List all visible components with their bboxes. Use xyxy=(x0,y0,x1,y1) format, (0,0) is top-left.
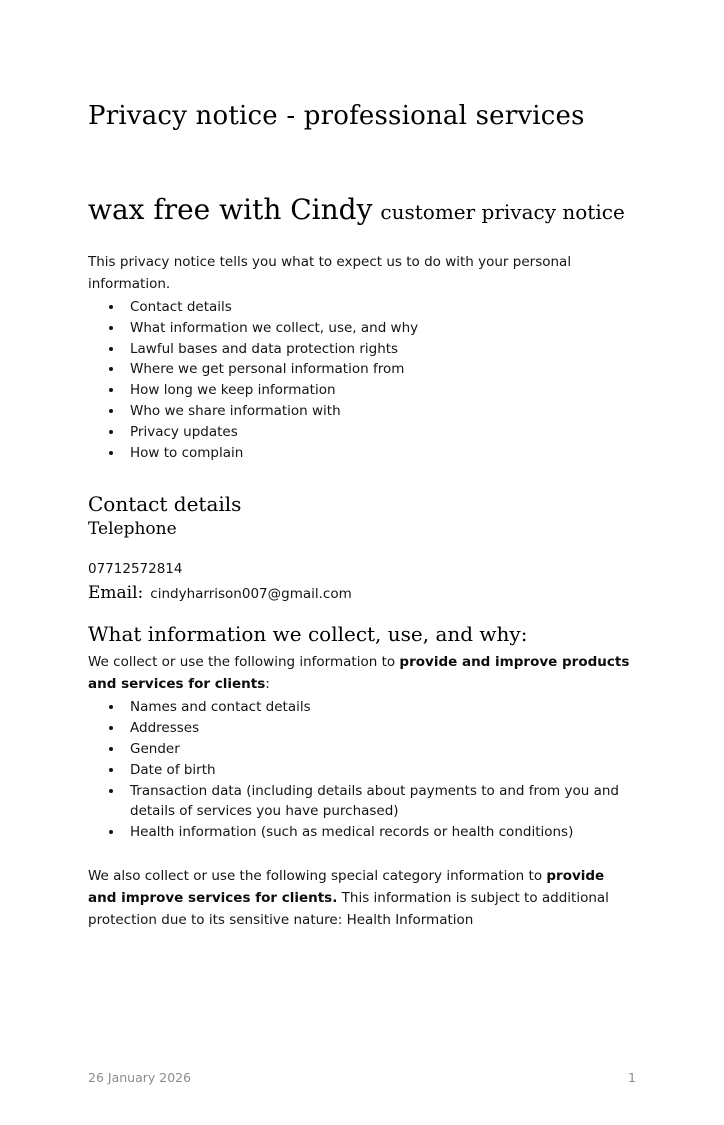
toc-item: • How long we keep information xyxy=(124,380,636,401)
collected-info-item: • Names and contact details xyxy=(124,697,636,718)
collected-info-list xyxy=(88,697,636,843)
collected-info-item: • Transaction data (including details about payments to and from you and details of services you have purchased) xyxy=(124,781,636,823)
document-page xyxy=(0,101,724,1125)
notice-heading-main: wax free with Cindy xyxy=(88,193,373,226)
collect-intro-bold: provide and improve products and services for clients xyxy=(88,654,630,693)
telephone-label: Telephone xyxy=(88,519,177,540)
toc-item: • Who we share information with xyxy=(124,401,636,422)
what-information-heading: What information we collect, use, and why: xyxy=(88,622,528,647)
collected-info-item: • Addresses xyxy=(124,718,636,739)
collect-intro-tail: : xyxy=(265,676,270,693)
toc-item: • Contact details xyxy=(124,297,636,318)
notice-heading-secondary: customer privacy notice xyxy=(380,200,625,224)
toc-item: • What information we collect, use, and why xyxy=(124,318,636,339)
email-label: Email: xyxy=(88,583,144,604)
telephone-number: 07712572814 xyxy=(88,561,183,578)
toc-item: • Lawful bases and data protection rights xyxy=(124,339,636,360)
collect-intro-paragraph xyxy=(88,651,636,695)
toc-item: • How to complain xyxy=(124,443,636,464)
collected-info-item: • Gender xyxy=(124,739,636,760)
special-para-bold: provide and improve services for clients. xyxy=(88,867,605,906)
notice-heading xyxy=(88,193,636,226)
special-para-end: This information is subject to additional protection due to its sensitive nature: Health Information xyxy=(88,889,609,928)
toc-list xyxy=(88,297,636,463)
toc-item: • Privacy updates xyxy=(124,422,636,443)
toc-item: • Where we get personal information from xyxy=(124,359,636,380)
footer-date: 26 January 2026 xyxy=(88,1070,192,1085)
email-line xyxy=(88,582,636,605)
document-title: Privacy notice - professional services xyxy=(88,101,585,131)
special-category-paragraph xyxy=(88,865,636,931)
special-para-start: We also collect or use the following special category information to xyxy=(88,867,547,884)
contact-details-heading: Contact details xyxy=(88,492,242,517)
collected-info-item: • Health information (such as medical records or health conditions) xyxy=(124,822,636,843)
email-address: cindyharrison007@gmail.com xyxy=(150,586,352,603)
footer-page-number: 1 xyxy=(628,1070,636,1085)
page-footer xyxy=(88,1070,636,1085)
intro-paragraph: This privacy notice tells you what to expect us to do with your personal information. xyxy=(88,254,572,292)
collect-intro-normal: We collect or use the following information to xyxy=(88,654,400,671)
collected-info-item: • Date of birth xyxy=(124,760,636,781)
